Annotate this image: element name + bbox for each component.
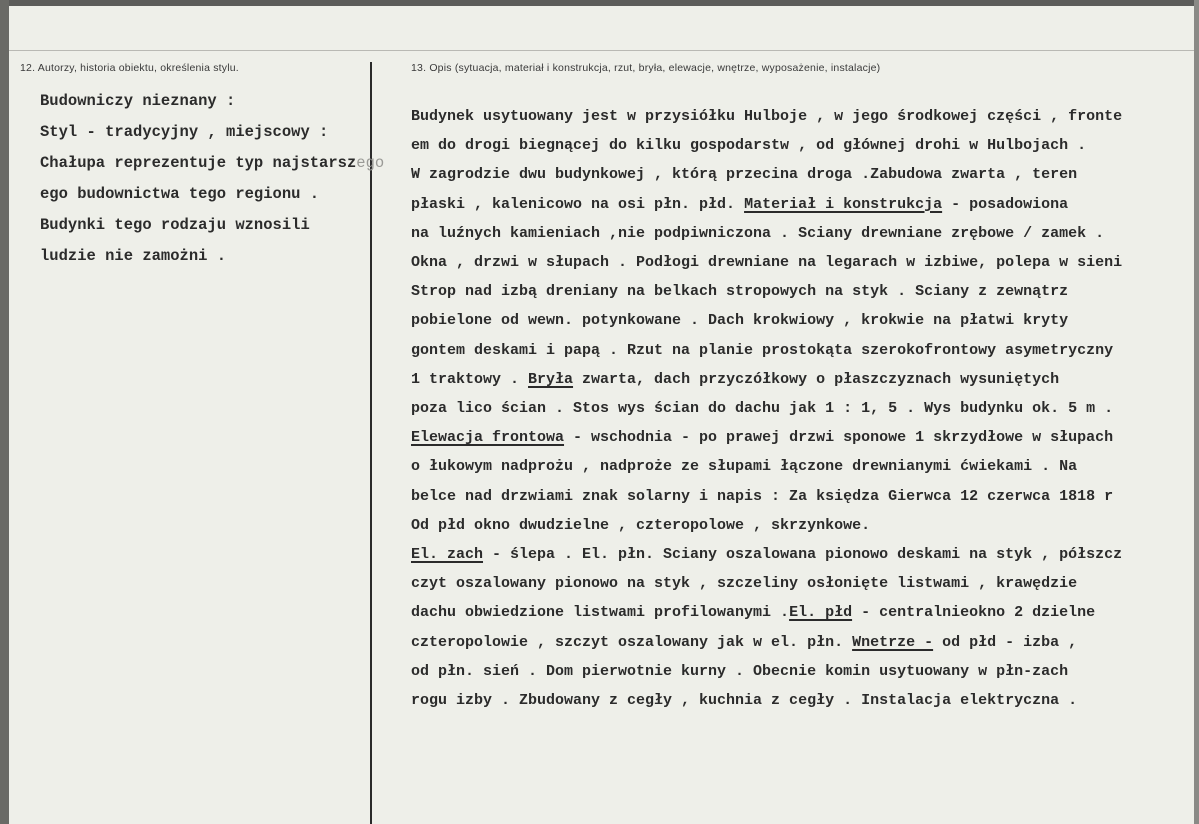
typed-line-text: belce nad drzwiami znak solarny i napis : Za księdza Gierwca 12 czerwca 1818 r — [411, 487, 1114, 505]
typed-line — [411, 190, 1122, 219]
typed-line-text: czteropolowie , szczyt oszalowany jak w el. płn. — [411, 633, 853, 651]
bleed-through-text: ego — [356, 154, 385, 172]
typed-line — [411, 277, 1122, 306]
typed-line — [411, 394, 1122, 423]
typed-line-text: rogu izby . Zbudowany z cegły , kuchnia z cegły . Instalacja elektryczna . — [411, 692, 1078, 710]
typed-line — [40, 117, 384, 148]
typed-line-text: Chałupa reprezentuje typ najstarsz — [40, 154, 357, 172]
typed-line-text: ego budownictwa tego regionu . — [40, 185, 320, 203]
typed-line — [411, 511, 1122, 540]
typed-line-text: dachu obwiedzione listwami profilowanymi . — [411, 604, 790, 622]
typed-line — [411, 598, 1122, 627]
typed-line — [40, 86, 384, 117]
section-12-header: 12. Autorzy, historia obiektu, określenia stylu. — [20, 62, 239, 74]
typed-line — [411, 160, 1122, 189]
scan-edge-left — [0, 0, 9, 824]
typed-line-text: od płd - izba , — [933, 633, 1078, 651]
typed-line-text: - ślepa . El. płn. Sciany oszalowana pionowo deskami na styk , półszcz — [483, 546, 1123, 564]
typed-line — [411, 482, 1122, 511]
typed-line-text: Strop nad izbą dreniany na belkach stropowych na styk . Sciany z zewnątrz — [411, 283, 1069, 301]
typed-line-text: - wschodnia - po prawej drzwi sponowe 1 skrzydłowe w słupach — [564, 429, 1114, 447]
typed-line — [411, 540, 1122, 569]
scan-edge-right — [1194, 0, 1199, 824]
typed-line-text: o łukowym nadprożu , nadproże ze słupami łączone drewnianymi ćwiekami . Na — [411, 458, 1078, 476]
typed-line-text: na luźnych kamieniach ,nie podpiwniczona . Sciany drewniane zrębowe / zamek . — [411, 224, 1105, 242]
typed-line-text: 1 traktowy . — [411, 370, 529, 388]
typed-line-text: Budynki tego rodzaju wznosili — [40, 216, 310, 234]
typed-line-text: Budowniczy nieznany : — [40, 92, 236, 110]
typed-line-text: - posadowiona — [942, 195, 1069, 213]
underlined-heading: Wnetrze - — [852, 633, 934, 651]
typed-line-text: czyt oszalowany pionowo na styk , szczeliny osłonięte listwami , krawędzie — [411, 575, 1078, 593]
typed-line — [411, 423, 1122, 452]
typed-line-text: zwarta, dach przyczółkowy o płaszczyznach wysuniętych — [573, 370, 1060, 388]
underlined-heading: Bryła — [528, 370, 574, 388]
typed-line-text: - centralnieokno 2 dzielne — [852, 604, 1096, 622]
typed-line-text: poza lico ścian . Stos wys ścian do dachu jak 1 : 1, 5 . Wys budynku ok. 5 m . — [411, 400, 1114, 418]
typed-line — [411, 365, 1122, 394]
underlined-heading: Elewacja frontowa — [411, 429, 565, 447]
typed-line — [40, 179, 384, 210]
section-13-text — [411, 102, 1122, 715]
underlined-heading: El. zach — [411, 546, 484, 564]
header-rule — [9, 50, 1194, 51]
typed-line-text: gontem deskami i papą . Rzut na planie prostokąta szerokofrontowy asymetryczny — [411, 341, 1114, 359]
typed-line — [411, 102, 1122, 131]
typed-line — [411, 686, 1122, 715]
typed-line-text: Budynek usytuowany jest w przysiółku Hulboje , w jego środkowej części , fronte — [411, 108, 1123, 125]
typed-line-text: W zagrodzie dwu budynkowej , którą przecina droga .Zabudowa zwarta , teren — [411, 166, 1078, 184]
typed-line — [40, 241, 384, 272]
underlined-heading: Materiał i konstrukcja — [744, 195, 943, 213]
typed-line — [40, 210, 384, 241]
typed-line — [411, 248, 1122, 277]
typed-line-text: Od płd okno dwudzielne , czteropolowe , skrzynkowe. — [411, 516, 871, 534]
typed-line — [411, 306, 1122, 335]
typed-line — [411, 452, 1122, 481]
typed-line — [411, 657, 1122, 686]
typed-line — [411, 569, 1122, 598]
typed-line-text: em do drogi biegnącej do kilku gospodarstw , od głównej drohi w Hulbojach . — [411, 137, 1087, 155]
typed-line — [411, 336, 1122, 365]
scan-edge-top — [0, 0, 1199, 6]
typed-line-text: od płn. sień . Dom pierwotnie kurny . Obecnie komin usytuowany w płn-zach — [411, 662, 1069, 680]
typed-line-text: Okna , drzwi w słupach . Podłogi drewniane na legarach w izbiwe, polepa w sieni — [411, 254, 1123, 272]
typed-line-text: ludzie nie zamożni . — [40, 247, 227, 265]
typed-line — [411, 131, 1122, 160]
typed-line-text: Styl - tradycyjny , miejscowy : — [40, 123, 329, 141]
typed-line-text: pobielone od wewn. potynkowane . Dach krokwiowy , krokwie na płatwi kryty — [411, 312, 1069, 330]
typed-line-text: płaski , kalenicowo na osi płn. płd. — [411, 195, 745, 213]
section-12-text — [40, 86, 384, 272]
section-13-header: 13. Opis (sytuacja, materiał i konstrukcja, rzut, bryła, elewacje, wnętrze, wyposażenie, instalacje) — [411, 62, 881, 74]
typed-line — [40, 148, 384, 179]
underlined-heading: El. płd — [789, 604, 853, 622]
typed-line — [411, 219, 1122, 248]
typed-line — [411, 628, 1122, 657]
